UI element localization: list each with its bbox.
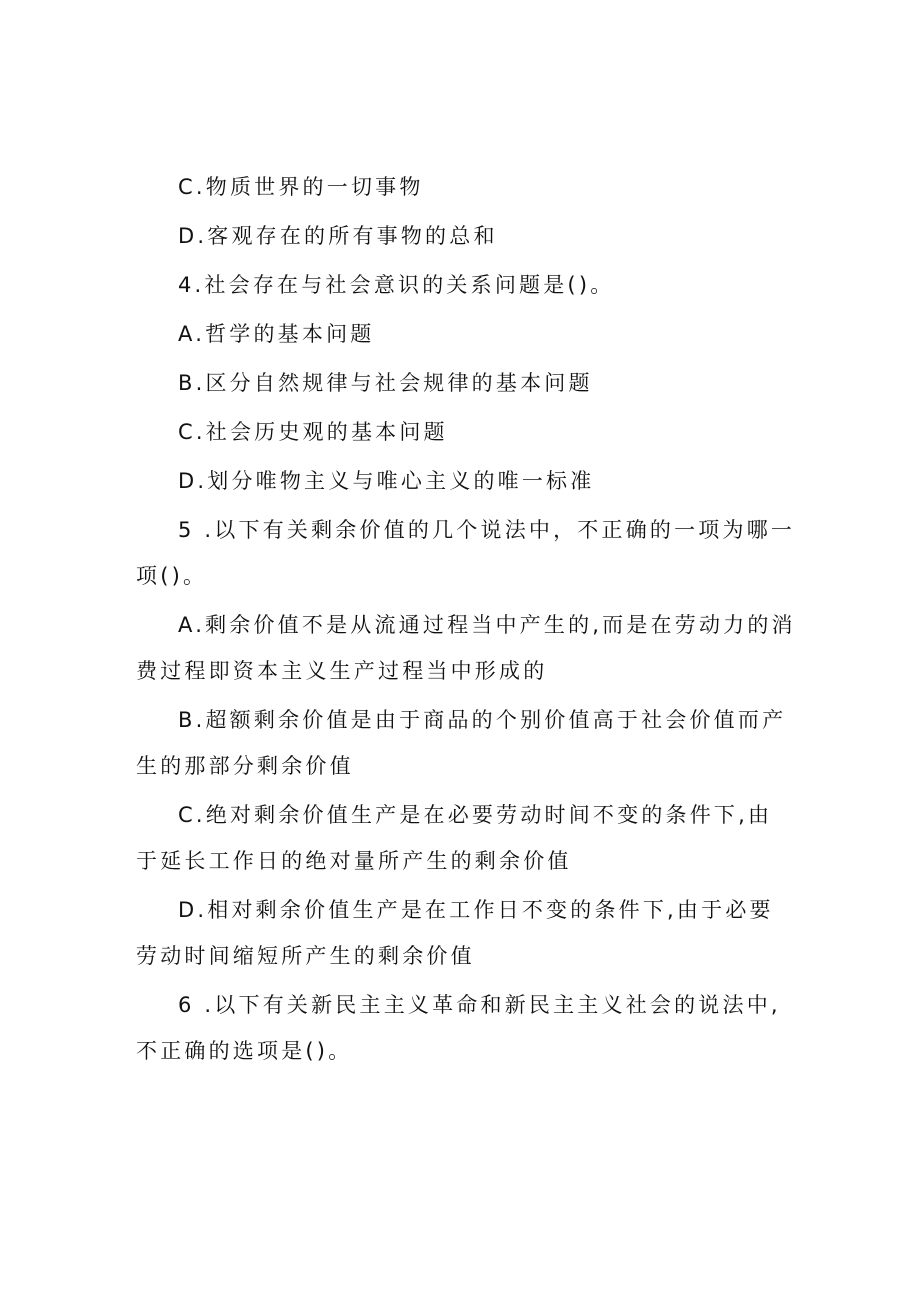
q5-option-c: C.绝对剩余价值生产是在必要劳动时间不变的条件下,由于延长工作日的绝对量所产生的剩余价值 [136,803,773,873]
q6-stem: 6 .以下有关新民主主义革命和新民主主义社会的说法中,不正确的选项是()。 [136,993,781,1063]
q4-option-c: C.社会历史观的基本问题 [178,420,448,444]
q3-option-c: C.物质世界的一切事物 [178,175,424,199]
q4-option-a: A.哲学的基本问题 [178,322,375,346]
q3-option-d: D.客观存在的所有事物的总和 [178,224,498,248]
q5-option-d: D.相对剩余价值生产是在工作日不变的条件下,由于必要劳动时间缩短所产生的剩余价值 [136,898,774,968]
q4-option-b: B.区分自然规律与社会规律的基本问题 [178,371,593,395]
q4-stem: 4.社会存在与社会意识的关系问题是()。 [178,273,615,297]
q5-option-a: A.剩余价值不是从流通过程当中产生的,而是在劳动力的消费过程即资本主义生产过程当中形成的 [136,613,796,683]
q5-option-b: B.超额剩余价值是由于商品的个别价值高于社会价值而产生的那部分剩余价值 [136,708,787,778]
q4-option-d: D.划分唯物主义与唯心主义的唯一标准 [178,469,595,493]
q5-stem: 5 .以下有关剩余价值的几个说法中，不正确的一项为哪一项()。 [136,518,796,588]
question-content [136,164,796,1077]
